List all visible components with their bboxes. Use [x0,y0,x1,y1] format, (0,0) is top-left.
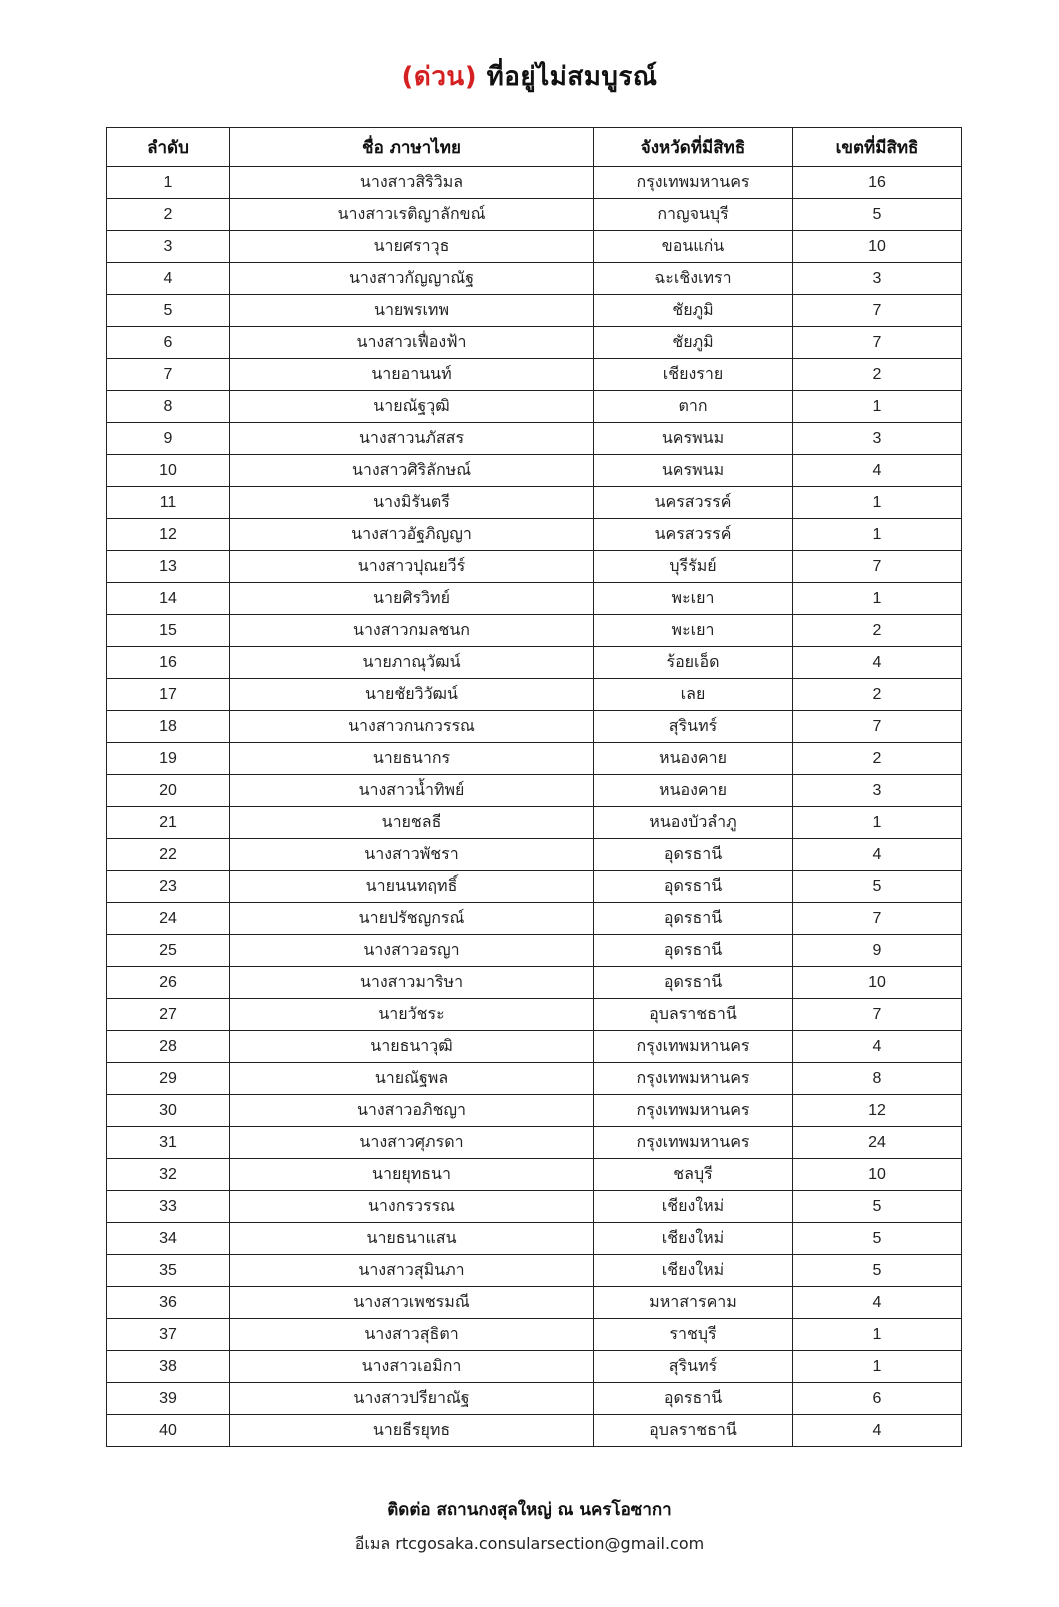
cell-order: 19 [107,743,230,775]
cell-district: 4 [793,1287,962,1319]
cell-order: 34 [107,1223,230,1255]
cell-district: 1 [793,1351,962,1383]
table-row [107,775,962,807]
table-row [107,1063,962,1095]
cell-thai-name: นางกรวรรณ [230,1191,594,1223]
cell-province: หนองบัวลำภู [594,807,793,839]
cell-thai-name: นางสาวอภิชญา [230,1095,594,1127]
table-row [107,487,962,519]
cell-order: 5 [107,295,230,327]
cell-thai-name: นายยุทธนา [230,1159,594,1191]
table-row [107,359,962,391]
cell-province: ชลบุรี [594,1159,793,1191]
cell-district: 12 [793,1095,962,1127]
table-row [107,615,962,647]
cell-district: 1 [793,519,962,551]
cell-order: 26 [107,967,230,999]
table-row [107,647,962,679]
cell-province: ราชบุรี [594,1319,793,1351]
cell-order: 22 [107,839,230,871]
cell-order: 10 [107,455,230,487]
cell-thai-name: นางสาวอรญา [230,935,594,967]
cell-province: อุดรธานี [594,871,793,903]
cell-thai-name: นางสาวเอมิกา [230,1351,594,1383]
table-row [107,999,962,1031]
cell-province: เชียงใหม่ [594,1255,793,1287]
cell-thai-name: นางสาวกมลชนก [230,615,594,647]
table-row [107,903,962,935]
cell-district: 3 [793,775,962,807]
cell-province: อุดรธานี [594,1383,793,1415]
table-row [107,551,962,583]
table-row [107,231,962,263]
cell-district: 5 [793,1191,962,1223]
cell-thai-name: นายวัชระ [230,999,594,1031]
header-thai-name: ชื่อ ภาษาไทย [230,128,594,167]
cell-thai-name: นายศราวุธ [230,231,594,263]
table-row [107,519,962,551]
cell-district: 1 [793,391,962,423]
table-header-row [107,128,962,167]
cell-district: 24 [793,1127,962,1159]
cell-thai-name: นางสาวศิริลักษณ์ [230,455,594,487]
cell-province: กรุงเทพมหานคร [594,1031,793,1063]
cell-order: 25 [107,935,230,967]
table-row [107,583,962,615]
cell-province: กรุงเทพมหานคร [594,1095,793,1127]
cell-order: 37 [107,1319,230,1351]
table-row [107,263,962,295]
cell-province: หนองคาย [594,743,793,775]
cell-province: เลย [594,679,793,711]
cell-province: กรุงเทพมหานคร [594,1127,793,1159]
cell-order: 39 [107,1383,230,1415]
cell-province: อุบลราชธานี [594,1415,793,1447]
contact-line: ติดต่อ สถานกงสุลใหญ่ ณ นครโอซากา [387,1500,672,1520]
cell-thai-name: นางสาวเรติญาลักขณ์ [230,199,594,231]
cell-district: 10 [793,231,962,263]
document-title [0,56,1059,97]
table-row [107,967,962,999]
cell-thai-name: นางสาวอัฐภิญญา [230,519,594,551]
cell-order: 12 [107,519,230,551]
cell-province: อุดรธานี [594,935,793,967]
cell-district: 6 [793,1383,962,1415]
cell-thai-name: นางสาวมาริษา [230,967,594,999]
cell-order: 3 [107,231,230,263]
cell-district: 4 [793,455,962,487]
title-text: ที่อยู่ไม่สมบูรณ์ [486,62,658,92]
cell-order: 27 [107,999,230,1031]
cell-district: 2 [793,743,962,775]
cell-district: 5 [793,199,962,231]
cell-district: 3 [793,263,962,295]
cell-order: 17 [107,679,230,711]
cell-thai-name: นายพรเทพ [230,295,594,327]
cell-province: กรุงเทพมหานคร [594,1063,793,1095]
cell-province: อุบลราชธานี [594,999,793,1031]
urgent-label: (ด่วน) [401,62,478,92]
cell-province: มหาสารคาม [594,1287,793,1319]
table-row [107,1223,962,1255]
table-row [107,1255,962,1287]
cell-thai-name: นายณัฐพล [230,1063,594,1095]
cell-order: 29 [107,1063,230,1095]
cell-province: กาญจนบุรี [594,199,793,231]
cell-province: นครพนม [594,423,793,455]
cell-order: 24 [107,903,230,935]
cell-province: นครสวรรค์ [594,519,793,551]
cell-order: 21 [107,807,230,839]
cell-thai-name: นายชัยวิวัฒน์ [230,679,594,711]
cell-province: บุรีรัมย์ [594,551,793,583]
cell-province: อุดรธานี [594,903,793,935]
cell-order: 33 [107,1191,230,1223]
cell-thai-name: นางสาวเพชรมณี [230,1287,594,1319]
cell-province: เชียงใหม่ [594,1191,793,1223]
table-row [107,1095,962,1127]
cell-thai-name: นางสาวน้ำทิพย์ [230,775,594,807]
cell-thai-name: นางสาวปรียาณัฐ [230,1383,594,1415]
table-row [107,1191,962,1223]
cell-thai-name: นางมิรันตรี [230,487,594,519]
cell-province: หนองคาย [594,775,793,807]
cell-order: 16 [107,647,230,679]
cell-order: 7 [107,359,230,391]
cell-thai-name: นางสาวสิริวิมล [230,167,594,199]
table-row [107,711,962,743]
cell-thai-name: นายธีรยุทธ [230,1415,594,1447]
table-row [107,1383,962,1415]
cell-district: 5 [793,1255,962,1287]
table-row [107,327,962,359]
cell-order: 13 [107,551,230,583]
header-order: ลำดับ [107,128,230,167]
cell-district: 2 [793,679,962,711]
cell-district: 9 [793,935,962,967]
table-row [107,1031,962,1063]
cell-order: 4 [107,263,230,295]
cell-province: ชัยภูมิ [594,327,793,359]
table-row [107,935,962,967]
cell-district: 4 [793,1415,962,1447]
cell-thai-name: นางสาวกัญญาณัฐ [230,263,594,295]
header-province: จังหวัดที่มีสิทธิ [594,128,793,167]
table-row [107,1319,962,1351]
cell-thai-name: นายณัฐวุฒิ [230,391,594,423]
cell-order: 32 [107,1159,230,1191]
cell-district: 2 [793,615,962,647]
table-row [107,679,962,711]
table-row [107,199,962,231]
cell-district: 7 [793,711,962,743]
cell-order: 31 [107,1127,230,1159]
cell-province: กรุงเทพมหานคร [594,167,793,199]
cell-province: นครพนม [594,455,793,487]
header-district: เขตที่มีสิทธิ [793,128,962,167]
table-row [107,167,962,199]
cell-province: ร้อยเอ็ด [594,647,793,679]
cell-thai-name: นายธนากร [230,743,594,775]
cell-district: 7 [793,551,962,583]
cell-thai-name: นายธนาแสน [230,1223,594,1255]
cell-province: พะเยา [594,615,793,647]
cell-thai-name: นางสาวกนกวรรณ [230,711,594,743]
cell-order: 18 [107,711,230,743]
cell-district: 10 [793,1159,962,1191]
table-row [107,839,962,871]
cell-order: 35 [107,1255,230,1287]
cell-order: 38 [107,1351,230,1383]
table-row [107,743,962,775]
cell-district: 5 [793,871,962,903]
cell-district: 7 [793,295,962,327]
cell-order: 36 [107,1287,230,1319]
table-row [107,1415,962,1447]
cell-order: 8 [107,391,230,423]
cell-district: 1 [793,583,962,615]
cell-district: 5 [793,1223,962,1255]
cell-order: 28 [107,1031,230,1063]
cell-province: นครสวรรค์ [594,487,793,519]
cell-district: 7 [793,999,962,1031]
cell-thai-name: นางสาวศุภรดา [230,1127,594,1159]
cell-district: 10 [793,967,962,999]
cell-district: 1 [793,1319,962,1351]
cell-thai-name: นางสาวสุธิตา [230,1319,594,1351]
cell-district: 7 [793,903,962,935]
cell-province: ฉะเชิงเทรา [594,263,793,295]
cell-district: 16 [793,167,962,199]
cell-district: 1 [793,487,962,519]
cell-thai-name: นายนนทฤทธิ์ [230,871,594,903]
cell-order: 1 [107,167,230,199]
cell-province: เชียงราย [594,359,793,391]
cell-province: อุดรธานี [594,839,793,871]
cell-thai-name: นายปรัชญกรณ์ [230,903,594,935]
table-row [107,1159,962,1191]
cell-province: สุรินทร์ [594,711,793,743]
cell-district: 4 [793,839,962,871]
cell-province: อุดรธานี [594,967,793,999]
cell-thai-name: นายอานนท์ [230,359,594,391]
cell-province: สุรินทร์ [594,1351,793,1383]
cell-order: 15 [107,615,230,647]
table-row [107,295,962,327]
cell-district: 1 [793,807,962,839]
cell-district: 7 [793,327,962,359]
table-row [107,807,962,839]
cell-order: 14 [107,583,230,615]
email-line: อีเมล rtcgosaka.consularsection@gmail.com [354,1534,705,1553]
table-row [107,1287,962,1319]
cell-thai-name: นายธนาวุฒิ [230,1031,594,1063]
table-row [107,391,962,423]
cell-thai-name: นางสาวสุมินภา [230,1255,594,1287]
table-row [107,1351,962,1383]
cell-thai-name: นางสาวเฟื่องฟ้า [230,327,594,359]
table-row [107,1127,962,1159]
cell-order: 40 [107,1415,230,1447]
cell-thai-name: นางสาวนภัสสร [230,423,594,455]
cell-province: พะเยา [594,583,793,615]
cell-order: 30 [107,1095,230,1127]
cell-thai-name: นายศิรวิทย์ [230,583,594,615]
table-row [107,871,962,903]
cell-province: ตาก [594,391,793,423]
cell-order: 20 [107,775,230,807]
cell-order: 6 [107,327,230,359]
cell-province: ขอนแก่น [594,231,793,263]
cell-order: 9 [107,423,230,455]
table-row [107,423,962,455]
cell-province: เชียงใหม่ [594,1223,793,1255]
incomplete-address-table [106,127,962,1447]
cell-district: 8 [793,1063,962,1095]
cell-district: 2 [793,359,962,391]
cell-thai-name: นางสาวปุณยวีร์ [230,551,594,583]
cell-district: 4 [793,1031,962,1063]
cell-order: 11 [107,487,230,519]
cell-district: 3 [793,423,962,455]
cell-order: 2 [107,199,230,231]
table-row [107,455,962,487]
cell-thai-name: นางสาวพัชรา [230,839,594,871]
cell-thai-name: นายภาณุวัฒน์ [230,647,594,679]
cell-thai-name: นายชลธี [230,807,594,839]
cell-order: 23 [107,871,230,903]
cell-district: 4 [793,647,962,679]
cell-province: ชัยภูมิ [594,295,793,327]
